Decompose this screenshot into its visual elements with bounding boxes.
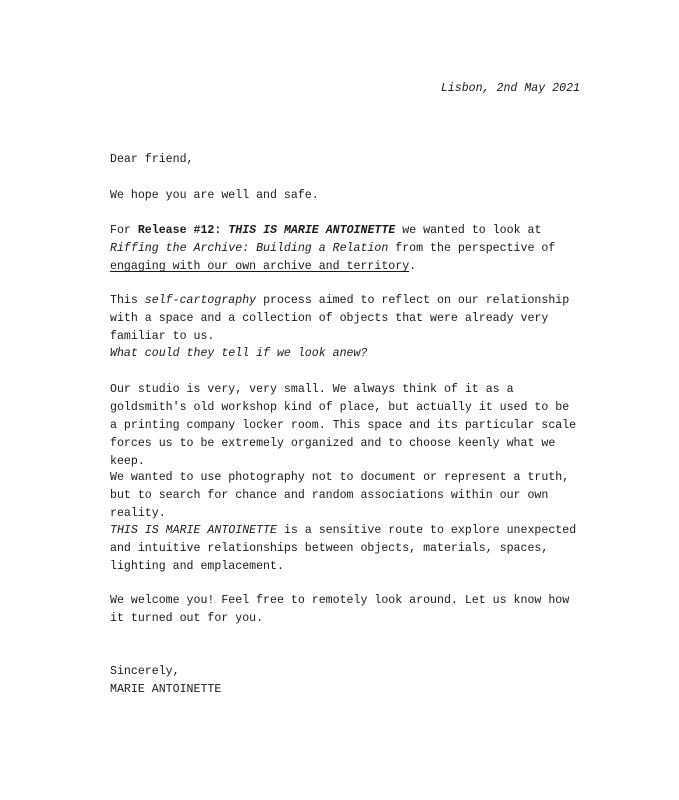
closing: Sincerely, [110,665,180,678]
signature: MARIE ANTOINETTE [110,683,222,696]
p2-text-1: For [110,224,138,237]
greeting: Dear friend, [110,153,194,166]
paragraph-6: We wanted to use photography not to document or represent a truth, but to search for chance and random associations within our own reality. [110,471,570,520]
p2-text-5: . [409,260,417,273]
p2-text-3: we wanted to look at [395,224,542,237]
p7-title: THIS IS MARIE ANTOINETTE [110,524,277,537]
paragraph-5: Our studio is very, very small. We always think of it as a goldsmith's old workshop kind of place, but actually it used to be a printing company locker room. This space and its particular scale forces us to be extremely organized and to choose keenly what we keep. [110,383,577,468]
paragraph-7 [110,522,580,576]
release-label: Release #12: [137,224,222,237]
paragraph-3 [110,292,580,346]
p7-text: is a sensitive route to explore unexpected and intuitive relationships between objects, materials, spaces, lighting and emplacement. [110,524,577,573]
underlined-phrase: engaging with our own archive and territory [110,260,410,273]
release-title: THIS IS MARIE ANTOINETTE [228,224,396,237]
paragraph-4-question: What could they tell if we look anew? [110,347,368,360]
p3-text-2: process aimed to reflect on our relationship with a space and a collection of objects that were already very familiar to us. [110,294,570,343]
p2-text-4: from the perspective of [388,242,556,255]
italic-title: Riffing the Archive: Building a Relation [110,242,389,255]
p3-text-1: This [110,294,145,307]
paragraph-1: We hope you are well and safe. [110,189,319,202]
paragraph-2 [110,222,580,276]
self-cartography: self-cartography [144,294,257,307]
paragraph-8: We welcome you! Feel free to remotely look around. Let us know how it turned out for you. [110,594,570,625]
letter-date: Lisbon, 2nd May 2021 [440,82,580,95]
